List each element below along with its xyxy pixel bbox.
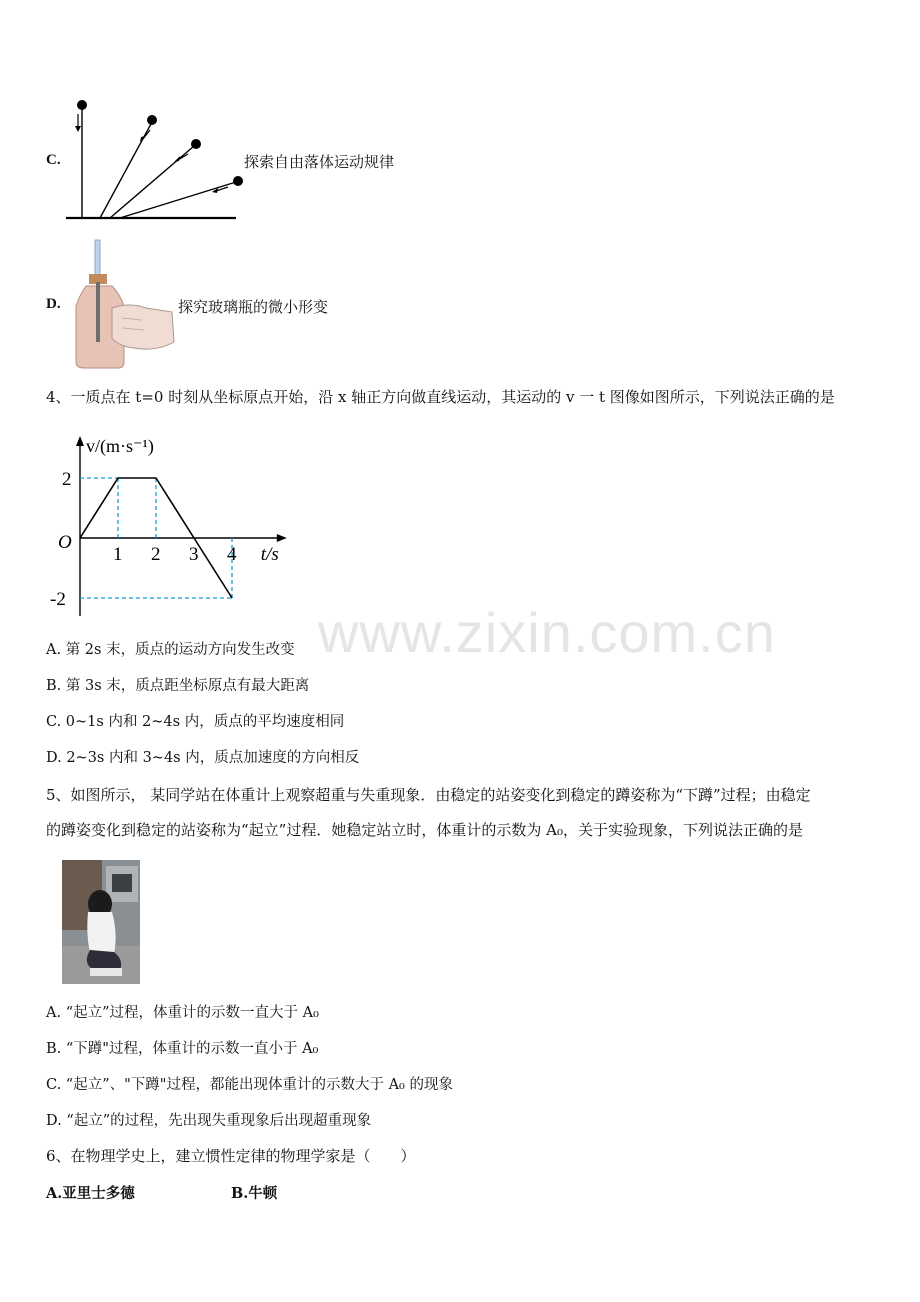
y-tick-label: 2 (62, 469, 72, 490)
q5-stem-line1: 5、如图所示， 某同学站在体重计上观察超重与失重现象．由稳定的站姿变化到稳定的蹲姿称为“下蹲”过程；由稳定 (46, 786, 811, 804)
q5-option-a: A. “起立”过程，体重计的示数一直大于 A₀ (46, 1005, 319, 1021)
q4-option-b: B. 第 3s 末，质点距坐标原点有最大距离 (46, 678, 310, 694)
q5-option-c: C. “起立”、"下蹲"过程，都能出现体重计的示数大于 A₀ 的现象 (46, 1077, 453, 1093)
glass-bottle-figure (72, 238, 176, 370)
q6-stem: 6、在物理学史上，建立惯性定律的物理学家是（ ） (46, 1147, 416, 1165)
option-d-text: 探究玻璃瓶的微小形变 (178, 298, 329, 316)
x-tick-label: 3 (189, 544, 199, 565)
y-axis-label: v/(m·s⁻¹) (86, 436, 154, 456)
q6-option-a: A.亚里士多德 (46, 1185, 135, 1202)
x-axis-arrow (277, 534, 287, 542)
x-axis-label: t/s (260, 544, 279, 565)
x-tick-label: 4 (227, 544, 237, 565)
inclined-plane-figure (60, 96, 242, 224)
q4-stem: 4、一质点在 t=0 时刻从坐标原点开始，沿 x 轴正方向做直线运动，其运动的 v 一 t 图像如图所示，下列说法正确的是 (46, 388, 835, 406)
q4-option-c: C. 0~1s 内和 2~4s 内，质点的平均速度相同 (46, 714, 345, 730)
origin-label: O (58, 532, 72, 553)
q5-option-d: D. “起立”的过程，先出现失重现象后出现超重现象 (46, 1113, 372, 1129)
x-tick-label: 1 (113, 544, 123, 565)
q5-option-b: B. “下蹲"过程，体重计的示数一直小于 A₀ (46, 1041, 319, 1057)
option-d-label: D. (46, 296, 61, 312)
y-tick-label: -2 (50, 589, 66, 610)
watermark: www.zixin.com.cn (318, 601, 776, 664)
x-tick-label: 2 (151, 544, 161, 565)
vt-chart (46, 422, 279, 618)
q5-stem-line2: 的蹲姿变化到稳定的站姿称为“起立”过程．她稳定站立时，体重计的示数为 A₀，关于实验现象，下列说法正确的是 (46, 821, 803, 839)
squatting-student-photo (62, 860, 140, 984)
option-c-label: C. (46, 152, 61, 168)
q6-option-b: B.牛顿 (231, 1185, 278, 1202)
q4-option-a: A. 第 2s 末，质点的运动方向发生改变 (46, 642, 295, 658)
q4-option-d: D. 2~3s 内和 3~4s 内，质点加速度的方向相反 (46, 750, 360, 766)
y-axis-arrow (76, 436, 84, 446)
option-c-text: 探索自由落体运动规律 (244, 153, 395, 171)
